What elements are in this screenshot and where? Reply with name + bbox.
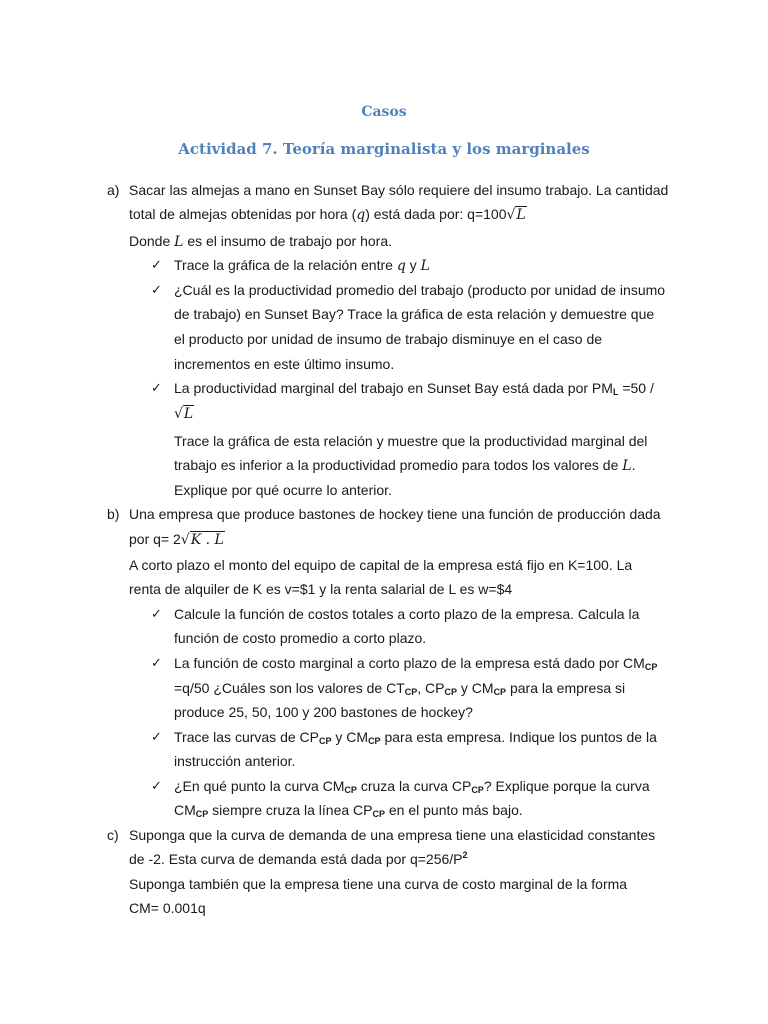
item-c-line-2: de -2. Esta curva de demanda está dada por $q=256/P^2$: [129, 850, 468, 867]
item-a-check-2-line-4: incrementos en este último insumo.: [174, 356, 395, 372]
item-a-check-3-line-5: Explique por qué ocurre lo anterior.: [174, 482, 392, 498]
item-b-check-4-line-1: ¿En qué punto la curva $CM_{CP}$ cruza la curva $CP_{CP}$? Explique porque la curva: [174, 778, 650, 795]
item-b-check-2-line-3: produce 25, 50, 100 y 200 bastones de hockey?: [174, 704, 473, 720]
item-b-marker: b): [107, 506, 120, 522]
item-a-check-3-line-4: trabajo es inferior a la productividad promedio para todos los valores de L.: [174, 457, 636, 474]
sqrt-expression: √L: [506, 207, 526, 223]
item-b-check-1-line-1: Calcule la función de costos totales a corto plazo de la empresa. Calcula la: [174, 606, 640, 622]
item-b-check-3-line-1: Trace las curvas de $CP_{CP}$ y $CM_{CP}$ para esta empresa. Indique los puntos de la: [174, 729, 657, 746]
item-c-line-3: Suponga también que la empresa tiene una curva de costo marginal de la forma: [129, 876, 628, 892]
item-b-check-1-line-2: función de costo promedio a corto plazo.: [174, 630, 427, 646]
activity-title: Actividad 7. Teoría marginalista y los marginales: [178, 140, 590, 158]
check-icon: ✓: [151, 606, 162, 621]
item-b-line-2: por q= 2√K . L: [129, 531, 224, 548]
item-a-check-2-line-3: el producto por unidad de insumo de trabajo disminuye en el caso de: [174, 331, 603, 347]
item-b-check-2-line-1: La función de costo marginal a corto plazo de la empresa está dado por $CM_{CP}$: [174, 655, 658, 672]
check-icon: ✓: [151, 282, 162, 297]
item-a-line-1: Sacar las almejas a mano en Sunset Bay sólo requiere del insumo trabajo. La cantidad: [129, 182, 669, 198]
check-icon: ✓: [151, 655, 162, 670]
item-c-line-1: Suponga que la curva de demanda de una empresa tiene una elasticidad constantes: [129, 827, 656, 843]
sqrt-expression: √L: [174, 406, 194, 422]
item-a-line-2: total de almejas obtenidas por hora (q) está dada por: q=100√L: [129, 206, 526, 223]
item-a-marker: a): [107, 182, 120, 198]
check-icon: ✓: [151, 380, 162, 395]
item-a-check-3-line-2: [174, 404, 194, 423]
item-b-line-1: Una empresa que produce bastones de hockey tiene una función de producción dada: [129, 506, 661, 522]
section-heading: Casos: [361, 104, 407, 120]
check-icon: ✓: [151, 729, 162, 744]
item-a-check-2-line-2: de trabajo) en Sunset Bay? Trace la gráfica de esta relación y demuestre que: [174, 306, 655, 322]
sqrt-expression: √K . L: [180, 532, 224, 548]
item-a-line-3: Donde L es el insumo de trabajo por hora.: [129, 233, 393, 250]
item-b-check-2-line-2: =q/50 ¿Cuáles son los valores de $CT_{CP}$, $CP_{CP}$ y $CM_{CP}$ para la empresa si: [174, 680, 626, 697]
item-b-line-4: renta de alquiler de K es v=$1 y la renta salarial de L es w=$4: [129, 581, 513, 597]
item-b-line-3: A corto plazo el monto del equipo de capital de la empresa está fijo en K=100. La: [129, 557, 633, 573]
item-a-check-2-line-1: ¿Cuál es la productividad promedio del trabajo (producto por unidad de insumo: [174, 282, 666, 298]
item-c-line-4: CM= 0.001q: [129, 900, 206, 916]
item-a-check-3-line-1: La productividad marginal del trabajo en Sunset Bay está dada por $PM_L =50$ /: [174, 380, 654, 397]
item-c-marker: c): [107, 827, 119, 843]
check-icon: ✓: [151, 778, 162, 793]
item-a-check-3-line-3: Trace la gráfica de esta relación y muestre que la productividad marginal del: [174, 433, 648, 449]
item-b-check-3-line-2: instrucción anterior.: [174, 753, 296, 769]
check-icon: ✓: [151, 257, 162, 272]
item-a-check-1: Trace la gráfica de la relación entre q y L: [174, 257, 430, 274]
item-b-check-4-line-2: $CM_{CP}$ siempre cruza la línea $CP_{CP}$ en el punto más bajo.: [174, 802, 523, 819]
